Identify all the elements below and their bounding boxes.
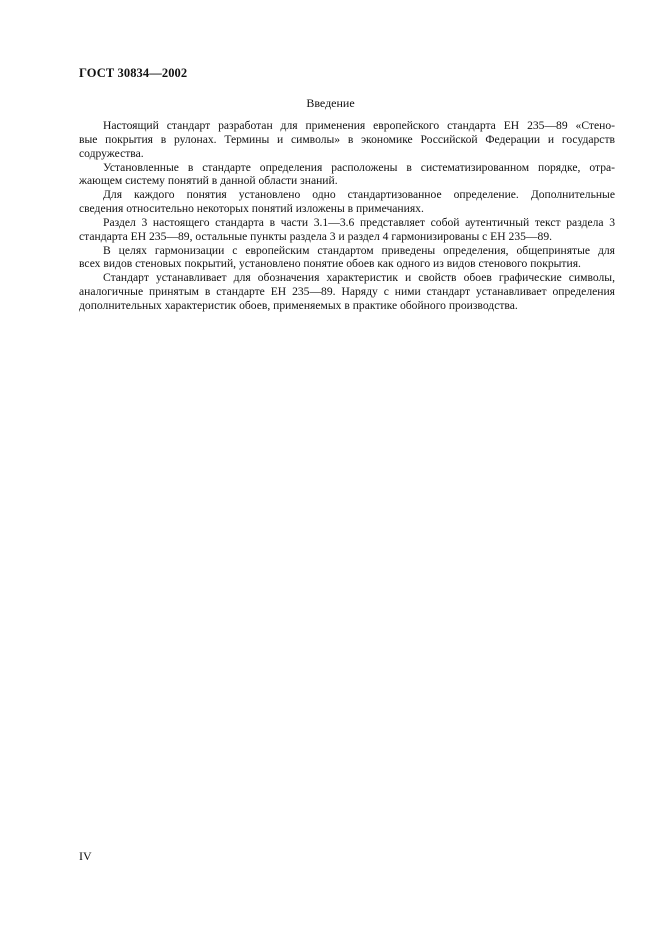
- text-line: всех видов стеновых покрытий, установлено понятие обоев как одного из видов стенового покрытия.: [79, 257, 581, 271]
- paragraph-systematization: [79, 161, 615, 189]
- text-line: Настоящий стандарт разработан для применения европейского стандарта ЕН 235—89 «Стено-: [103, 119, 615, 132]
- text-line: стандарта ЕН 235—89, остальные пункты раздела 3 и раздел 4 гармонизированы с ЕН 235—89.: [79, 229, 553, 243]
- paragraph-definitions: [79, 188, 615, 216]
- text-line: вые покрытия в рулонах. Термины и символы» в экономике Российской Федерации и государств: [79, 132, 615, 146]
- section-title: Введение: [306, 96, 355, 110]
- paragraph-harmonization: [79, 244, 615, 272]
- text-line: сведения относительно некоторых понятий изложены в примечаниях.: [79, 202, 424, 216]
- text-line: В целях гармонизации с европейским стандартом приведены определения, общепринятые для: [103, 243, 615, 257]
- introduction-body: [79, 119, 615, 313]
- paragraph-symbols: [79, 271, 615, 313]
- paragraph-purpose: [79, 119, 615, 161]
- text-line: Стандарт устанавливает для обозначения характеристик и свойств обоев графические символы,: [103, 271, 615, 285]
- paragraph-section-3: [79, 216, 615, 244]
- text-line: содружества.: [79, 146, 144, 160]
- text-line: Раздел 3 настоящего стандарта в части 3.1—3.6 представляет собой аутентичный текст раздела 3: [103, 215, 615, 229]
- text-line: жающем систему понятий в данной области знаний.: [79, 174, 338, 188]
- standard-code-header: ГОСТ 30834—2002: [79, 66, 188, 80]
- text-line: дополнительных характеристик обоев, применяемых в практике обойного производства.: [79, 298, 518, 312]
- text-line: Для каждого понятия установлено одно стандартизованное определение. Дополнительные: [103, 188, 615, 202]
- page-number: IV: [79, 849, 92, 863]
- text-line: Установленные в стандарте определения расположены в систематизированном порядке, отра-: [103, 160, 615, 174]
- text-line: аналогичные принятым в стандарте ЕН 235—89. Наряду с ними стандарт устанавливает определения: [79, 285, 615, 299]
